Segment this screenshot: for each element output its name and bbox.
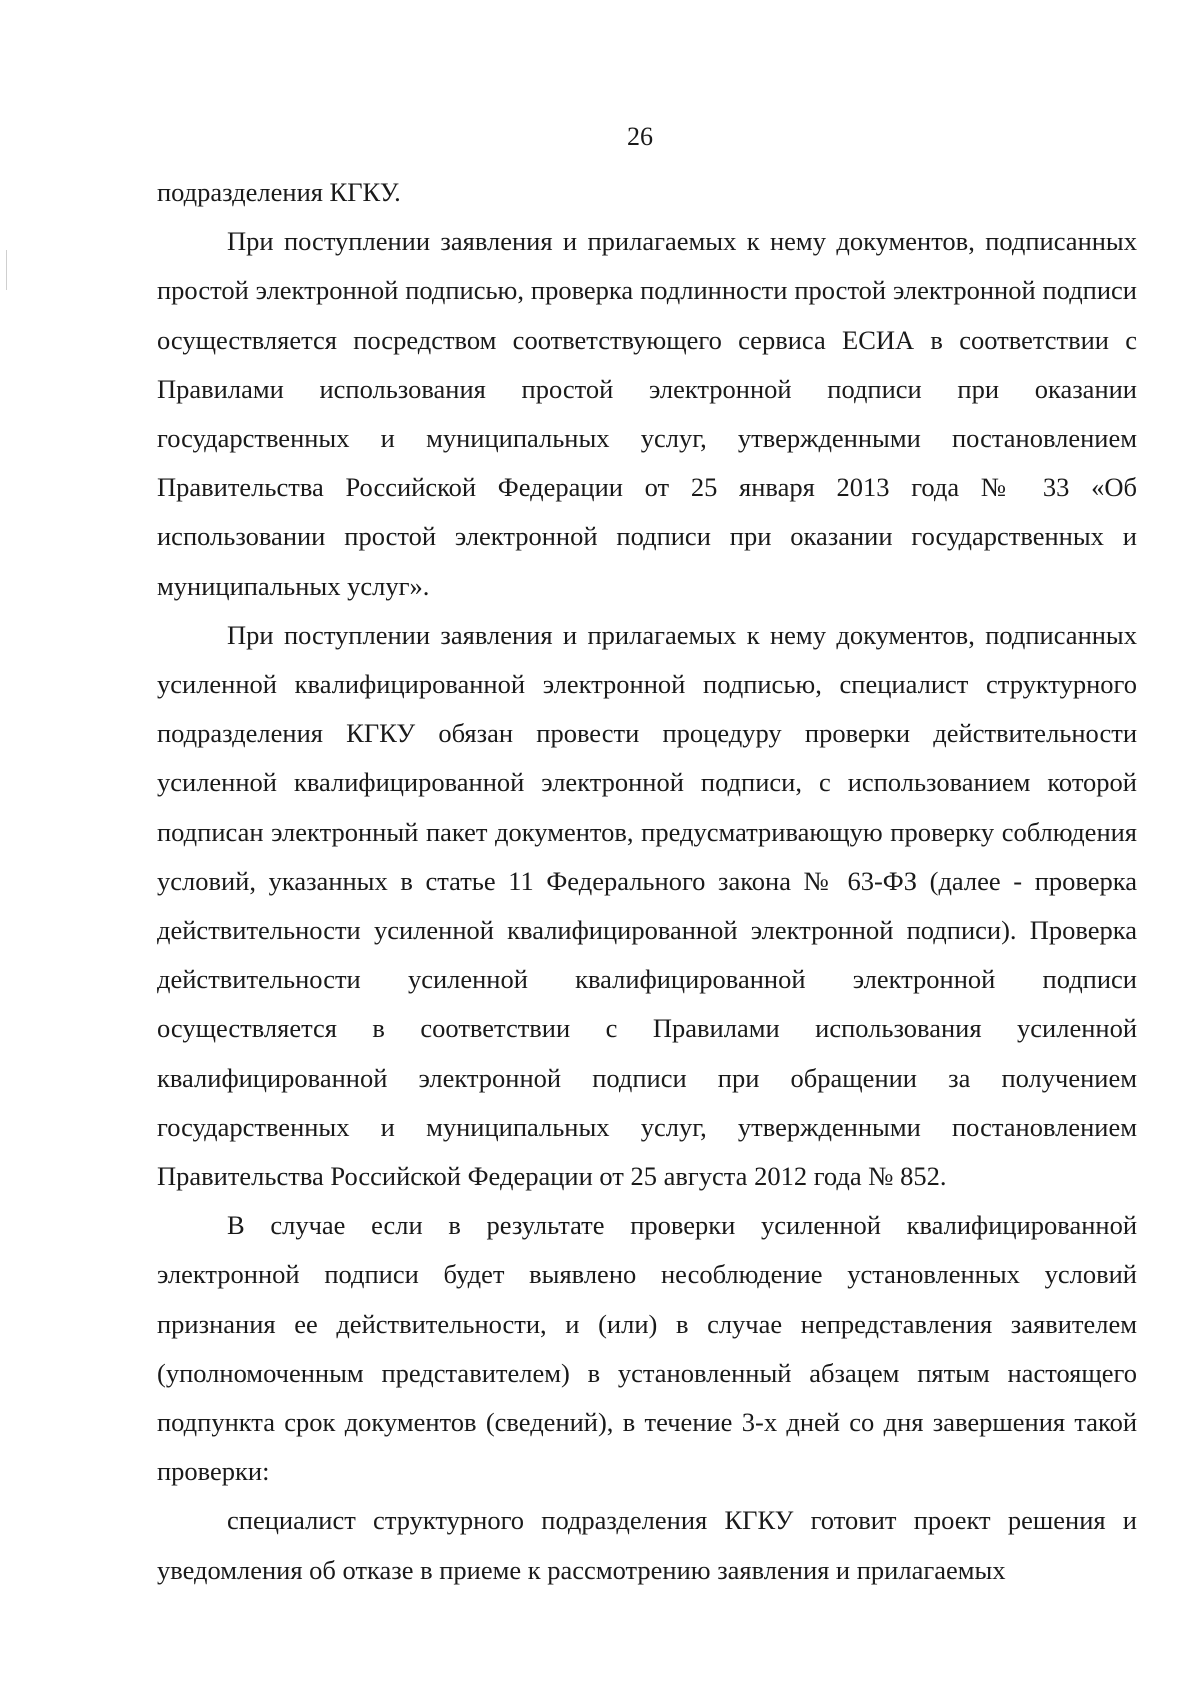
paragraph-continuation: подразделения КГКУ. [157, 177, 401, 207]
paragraph-refusal-notice: специалист структурного подразделения КГКУ готовит проект решения и уведомления об отказе в приеме к рассмотрению заявления и прилагаемых [157, 1505, 1137, 1585]
paragraph-simple-signature: При поступлении заявления и прилагаемых к нему документов, подписанных простой электронной подписью, проверка подлинности простой электронной подписи осуществляется посредством соответствующего сервиса ЕСИА в соответствии с Правилами использования простой электронной подписи при оказании государственных и муниципальных услуг, утвержденными постановлением Правительства Российской Федерации от 25 января 2013 года № 33 «Об использовании простой электронной подписи при оказании государственных и муниципальных услуг». [157, 226, 1137, 601]
paragraph-qualified-signature: При поступлении заявления и прилагаемых к нему документов, подписанных усиленной квалифицированной электронной подписью, специалист структурного подразделения КГКУ обязан провести процедуру проверки действительности усиленной квалифицированной электронной подписи, с использованием которой подписан электронный пакет документов, предусматривающую проверку соблюдения условий, указанных в статье 11 Федерального закона № 63-ФЗ (далее - проверка действительности усиленной квалифицированной электронной подписи). Проверка действительности усиленной квалифицированной электронной подписи осуществляется в соответствии с Правилами использования усиленной квалифицированной электронной подписи при обращении за получением государственных и муниципальных услуг, утвержденными постановлением Правительства Российской Федерации от 25 августа 2012 года № 852. [157, 619, 1137, 1192]
scan-edge-mark [6, 250, 7, 290]
paragraph-verification-failure: В случае если в результате проверки усиленной квалифицированной электронной подписи будет выявлено несоблюдение установленных условий признания ее действительности, и (или) в случае непредставления заявителем (уполномоченным представителем) в установленный абзацем пятым настоящего подпункта срок документов (сведений), в течение 3-х дней со дня завершения такой проверки: [157, 1210, 1137, 1487]
page-number: 26 [627, 122, 653, 151]
document-body [157, 168, 1137, 1595]
